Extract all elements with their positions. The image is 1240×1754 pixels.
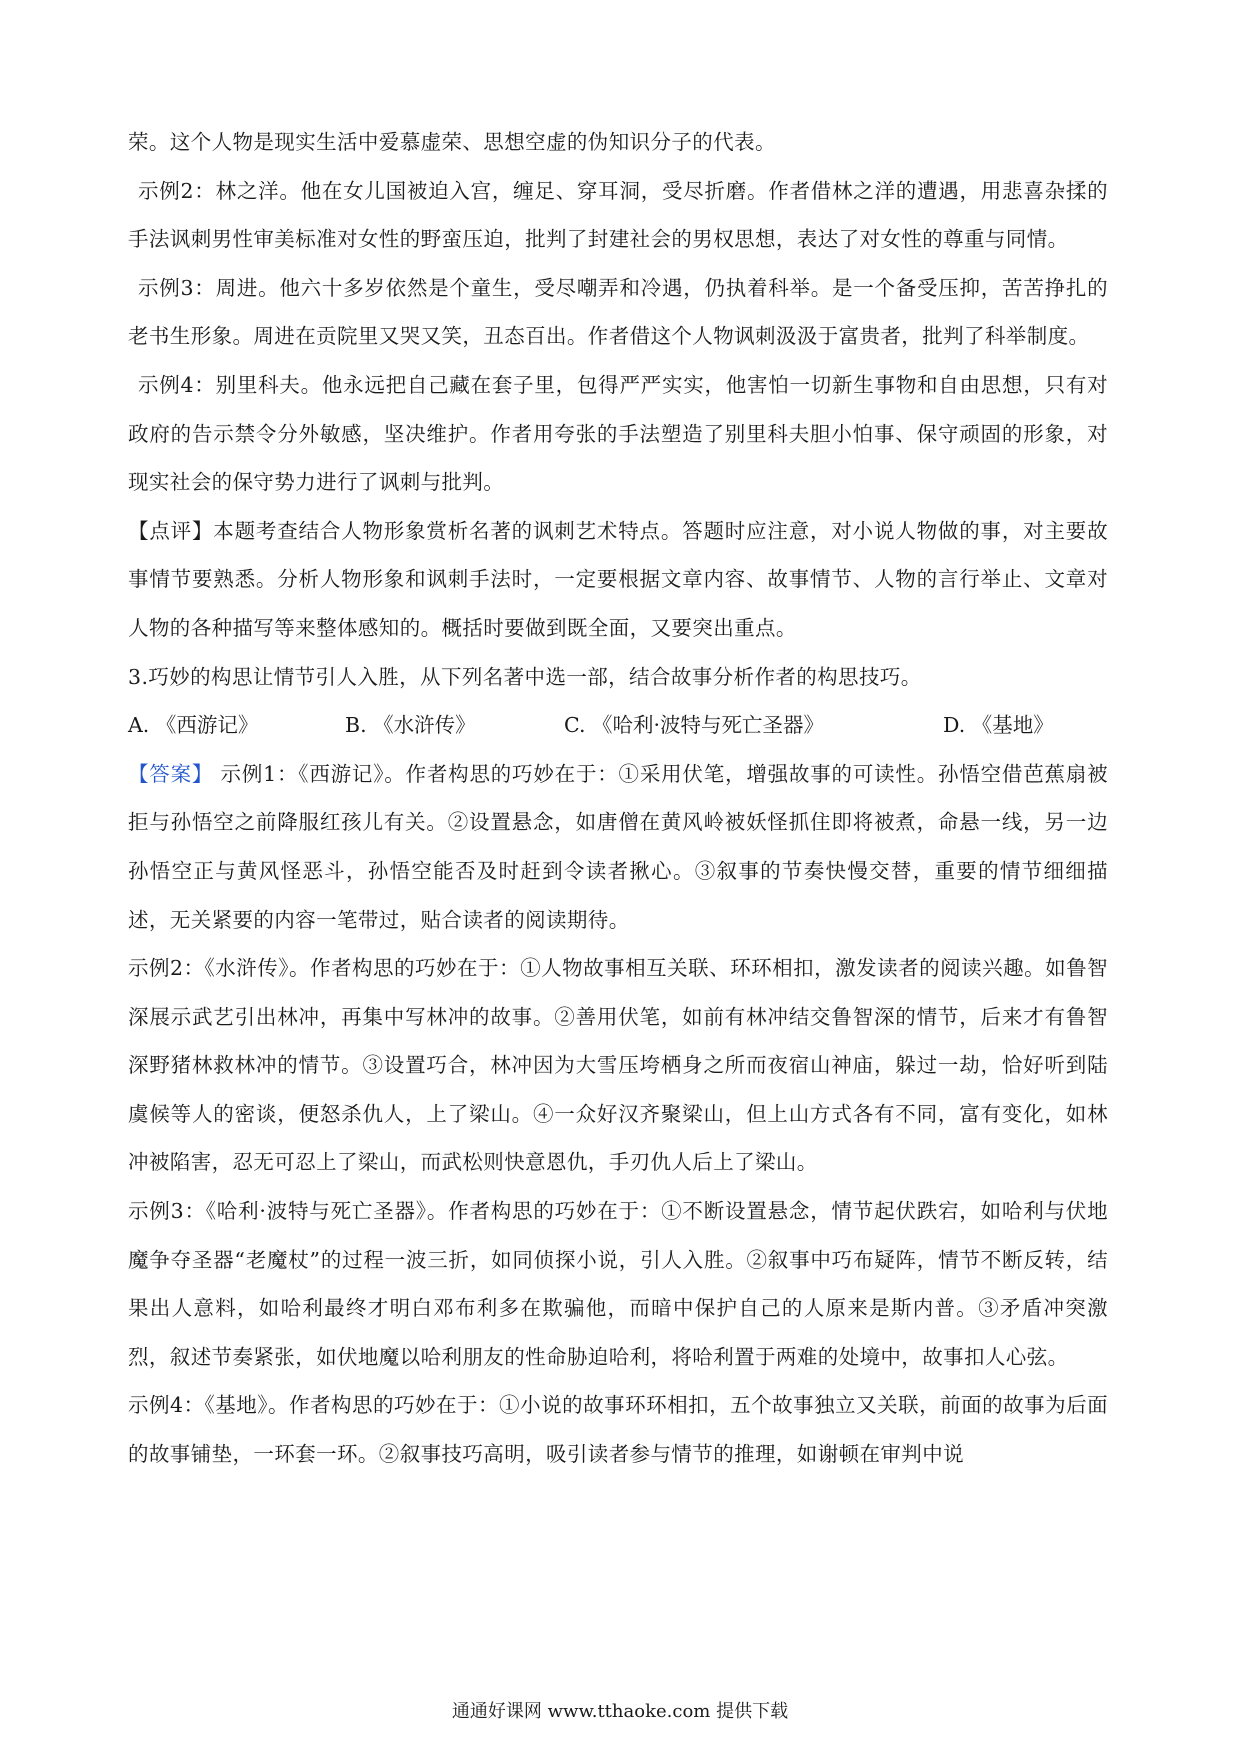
answer-example-1	[128, 750, 1108, 944]
paragraph-continuation: 荣。这个人物是现实生活中爱慕虚荣、思想空虚的伪知识分子的代表。	[128, 130, 776, 154]
answer-example-1-text: 示例1：《西游记》。作者构思的巧妙在于：①采用伏笔，增强故事的可读性。孙悟空借芭蕉扇被拒与孙悟空之前降服红孩儿有关。②设置悬念，如唐僧在黄风岭被妖怪抓住即将被煮，命悬一线，另一边孙悟空正与黄风怪恶斗，孙悟空能否及时赶到令读者揪心。③叙事的节奏快慢交替，重要的情节细细描述，无关紧要的内容一笔带过，贴合读者的阅读期待。	[128, 761, 1108, 932]
page-footer: 通通好课网 www.tthaoke.com 提供下载	[451, 1701, 789, 1722]
comment-paragraph	[128, 507, 1108, 653]
option-d: D. 《基地》	[943, 713, 1054, 738]
option-b: B. 《水浒传》	[345, 713, 476, 738]
example-4-paragraph: 示例4：别里科夫。他永远把自己藏在套子里，包得严严实实，他害怕一切新生事物和自由思想，只有对政府的告示禁令分外敏感，坚决维护。作者用夸张的手法塑造了别里科夫胆小怕事、保守顽固的形象，对现实社会的保守势力进行了讽刺与批判。	[128, 372, 1108, 495]
example-2-paragraph: 示例2：林之洋。他在女儿国被迫入宫，缠足、穿耳洞，受尽折磨。作者借林之洋的遭遇，用悲喜杂揉的手法讽刺男性审美标准对女性的野蛮压迫，批判了封建社会的男权思想，表达了对女性的尊重与同情。	[128, 178, 1108, 252]
example-3-paragraph: 示例3：周进。他六十多岁依然是个童生，受尽嘲弄和冷遇，仍执着科举。是一个备受压抑，苦苦挣扎的老书生形象。周进在贡院里又哭又笑，丑态百出。作者借这个人物讽刺汲汲于富贵者，批判了科举制度。	[128, 275, 1108, 349]
answer-example-4: 示例4：《基地》。作者构思的巧妙在于：①小说的故事环环相扣，五个故事独立又关联，前面的故事为后面的故事铺垫，一环套一环。②叙事技巧高明，吸引读者参与情节的推理，如谢顿在审判中说	[128, 1393, 1108, 1467]
answer-tag: 【答案】	[128, 761, 214, 786]
option-a: A. 《西游记》	[128, 713, 259, 738]
answer-example-2: 示例2：《水浒传》。作者构思的巧妙在于：①人物故事相互关联、环环相扣，激发读者的阅读兴趣。如鲁智深展示武艺引出林冲，再集中写林冲的故事。②善用伏笔，如前有林冲结交鲁智深的情节，后来才有鲁智深野猪林救林冲的情节。③设置巧合，林冲因为大雪压垮栖身之所而夜宿山神庙，躲过一劫，恰好听到陆虞候等人的密谈，便怒杀仇人，上了梁山。④一众好汉齐聚梁山，但上山方式各有不同，富有变化，如林冲被陷害，忍无可忍上了梁山，而武松则快意恩仇，手刃仇人后上了梁山。	[128, 956, 1108, 1175]
answer-example-3: 示例3：《哈利·波特与死亡圣器》。作者构思的巧妙在于：①不断设置悬念，情节起伏跌宕，如哈利与伏地魔争夺圣器“老魔杖”的过程一波三折，如同侦探小说，引人入胜。②叙事中巧布疑阵，情节不断反转，结果出人意料，如哈利最终才明白邓布利多在欺骗他，而暗中保护自己的人原来是斯内普。③矛盾冲突激烈，叙述节奏紧张，如伏地魔以哈利朋友的性命胁迫哈利，将哈利置于两难的处境中，故事扣人心弦。	[128, 1199, 1108, 1369]
question-3-options	[128, 701, 1108, 750]
question-3: 3.巧妙的构思让情节引人入胜，从下列名著中选一部，结合故事分析作者的构思技巧。	[128, 664, 922, 689]
document-body	[128, 118, 1108, 1479]
comment-tag: 【点评】	[128, 518, 214, 543]
comment-text: 本题考查结合人物形象赏析名著的讽刺艺术特点。答题时应注意，对小说人物做的事，对主要故事情节要熟悉。分析人物形象和讽刺手法时，一定要根据文章内容、故事情节、人物的言行举止、文章对人物的各种描写等来整体感知的。概括时要做到既全面，又要突出重点。	[128, 518, 1108, 640]
option-c: C. 《哈利·波特与死亡圣器》	[564, 713, 825, 738]
